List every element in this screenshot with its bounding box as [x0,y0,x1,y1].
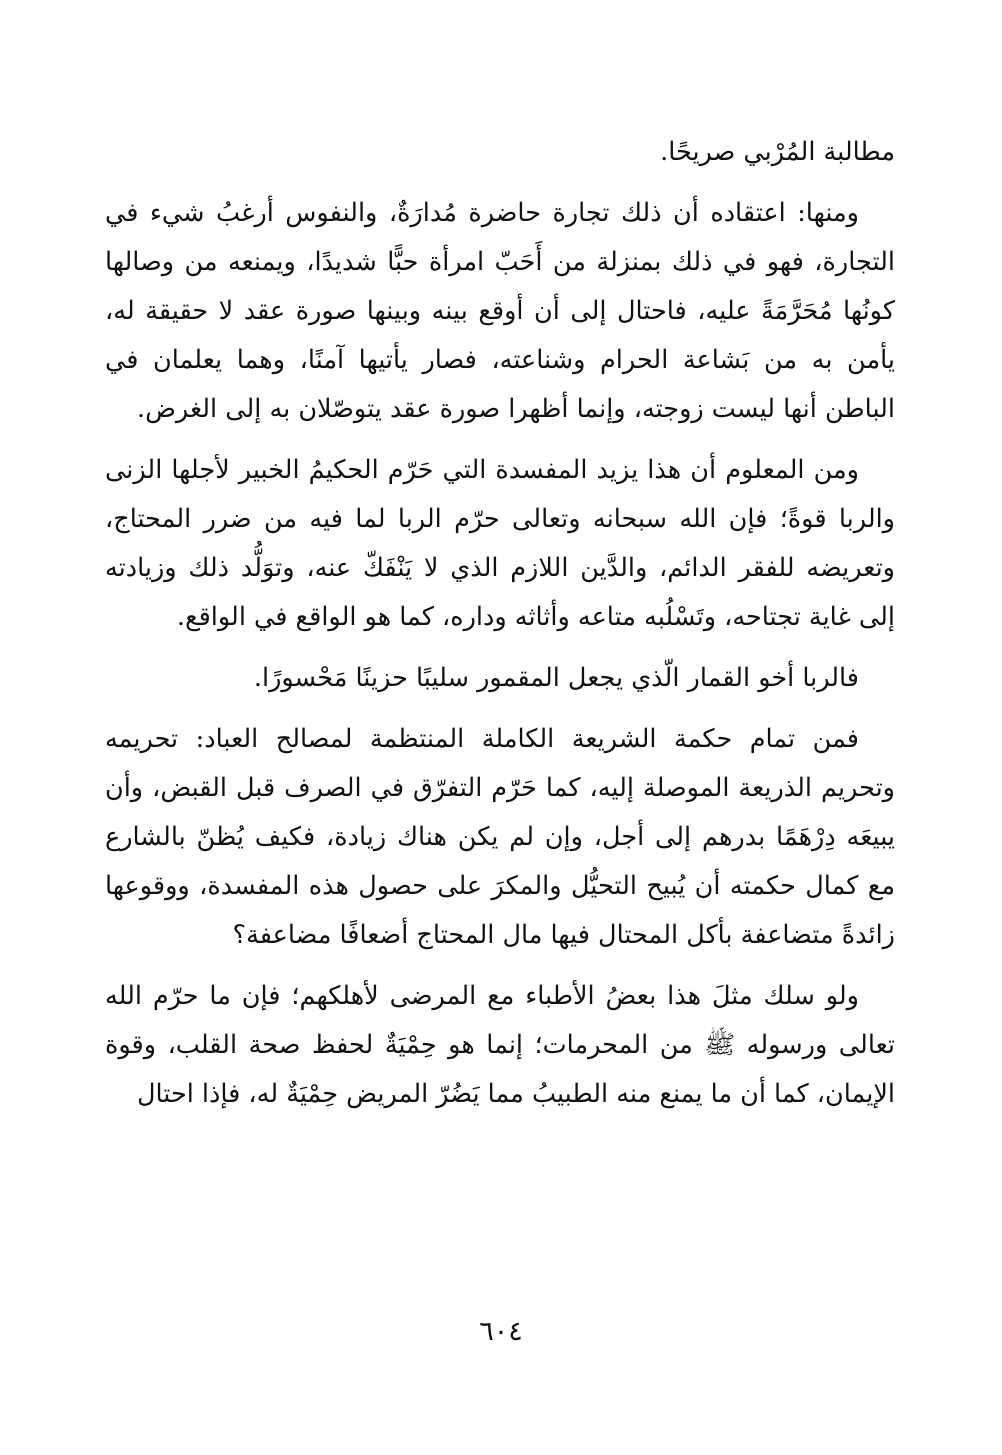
paragraph-riba-and-gambling: فالربا أخو القمار الّذي يجعل المقمور سليبًا حزينًا مَحْسورًا. [253,663,859,693]
page-number: ٦٠٤ [479,1316,523,1347]
paragraph-trade-belief: ومنها: اعتقاده أن ذلك تجارة حاضرة مُدارَةٌ، والنفوس أرغبُ شيء في التجارة، فهو في ذلك بمنزلة من أَحَبّ امرأة حبًّا شديدًا، ويمنعه من وصالها كونُها مُحَرَّمَةً عليه، فاحتال إلى أن أوقع بينه وبينها صورة عقد لا حقيقة له، يأمن به من بَشاعة الحرام وشناعته، فصار يأتيها آمنًا، وهما يعلمان في الباطن أنها ليست زوجته، وإنما أظهرا صورة عقد يتوصّلان به إلى الغرض. [105,198,895,424]
page-body [105,128,895,1119]
paragraph-continuation: مطالبة المُرْبي صريحًا. [660,137,895,167]
paragraph-harm-of-riba: ومن المعلوم أن هذا يزيد المفسدة التي حَرّم الحكيمُ الخبير لأجلها الزنى والربا قوةً؛ فإن الله سبحانه وتعالى حرّم الربا لما فيه من ضرر المحتاج، وتعريضه للفقر الدائم، والدَّين اللازم الذي لا يَنْفَكّ عنه، وتوَلُّد ذلك وزيادته إلى غاية تجتاحه، وتَسْلُبه متاعه وأثاثه وداره، كما هو الواقع في الواقع. [105,455,895,632]
paragraph-physician-analogy: ولو سلك مثلَ هذا بعضُ الأطباء مع المرضى لأهلكهم؛ فإن ما حرّم الله تعالى ورسوله ﷺ من المحرمات؛ إنما هو حِمْيَةٌ لحفظ صحة القلب، وقوة الإيمان، كما أن ما يمنع منه الطبيبُ مما يَضُرّ المريض حِمْيَةٌ له، فإذا احتال [105,981,895,1109]
paragraph-sharia-wisdom: فمن تمام حكمة الشريعة الكاملة المنتظمة لمصالح العباد: تحريمه وتحريم الذريعة الموصلة إليه، كما حَرّم التفرّق في الصرف قبل القبض، وأن يبيعَه دِرْهَمًا بدرهم إلى أجل، وإن لم يكن هناك زيادة، فكيف يُظنّ بالشارع مع كمال حكمته أن يُبيح التحيُّل والمكرَ على حصول هذه المفسدة، ووقوعها زائدةً متضاعفة بأكل المحتال فيها مال المحتاج أضعافًا مضاعفة؟ [105,724,895,950]
